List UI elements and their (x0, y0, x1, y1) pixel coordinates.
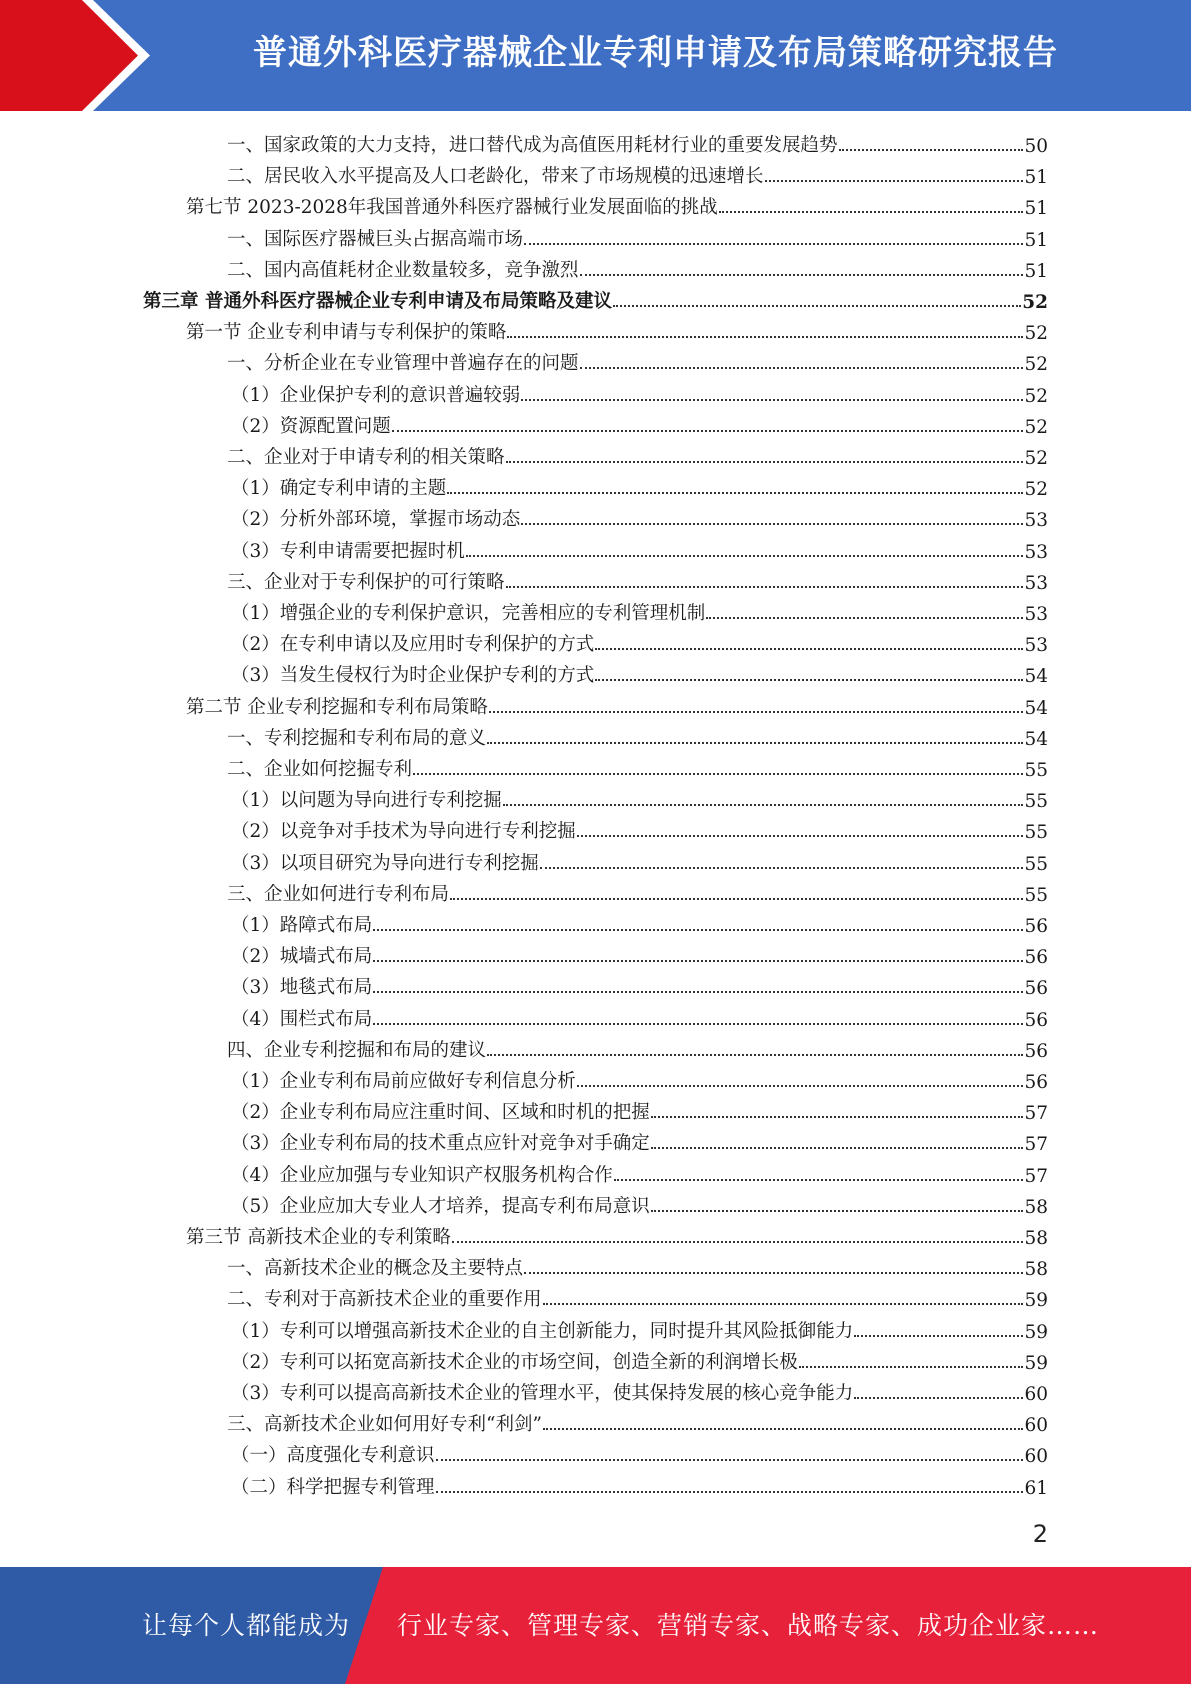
toc-section-entry[interactable] (186, 1218, 1048, 1249)
toc-dot-leader (577, 835, 1024, 837)
toc-dot-leader (719, 211, 1024, 213)
toc-entry-page: 59 (1024, 1352, 1048, 1374)
toc-entry-label: （1）确定专利申请的主题 (231, 478, 447, 500)
toc-entry-page: 51 (1024, 229, 1048, 251)
toc-entry-label: 第三章 普通外科医疗器械企业专利申请及布局策略及建议 (143, 291, 612, 312)
toc-entry-page: 52 (1024, 385, 1048, 407)
toc-dot-leader (524, 1272, 1023, 1274)
toc-dot-leader (452, 1241, 1024, 1243)
toc-entry-page: 60 (1024, 1415, 1048, 1437)
toc-dot-leader (580, 367, 1024, 369)
toc-entry-page: 56 (1024, 1072, 1048, 1093)
toc-entry-page: 57 (1024, 1103, 1048, 1125)
toc-dot-leader (543, 1428, 1024, 1430)
toc-entry-label: 一、高新技术企业的概念及主要特点 (227, 1258, 524, 1280)
toc-dot-leader (392, 430, 1024, 432)
toc-entry-label: 第七节 2023-2028年我国普通外科医疗器械行业发展面临的挑战 (186, 197, 718, 219)
toc-entry-page: 55 (1024, 791, 1048, 813)
toc-dot-leader (436, 1459, 1024, 1461)
toc-entry-label: （二）科学把握专利管理 (231, 1476, 435, 1498)
toc-entry-page: 52 (1024, 323, 1048, 345)
toc-entry[interactable] (231, 1124, 1048, 1155)
toc-entry-page: 59 (1024, 1321, 1048, 1343)
toc-entry-page: 53 (1024, 541, 1048, 563)
toc-entry-page: 56 (1024, 1009, 1048, 1031)
toc-entry[interactable] (231, 1000, 1048, 1031)
toc-entry[interactable] (231, 1187, 1048, 1218)
toc-entry-label: 二、企业对于申请专利的相关策略 (227, 447, 505, 468)
toc-chapter-entry[interactable] (143, 282, 1048, 313)
toc-entry[interactable] (231, 906, 1048, 937)
toc-dot-leader (854, 1335, 1023, 1337)
toc-entry[interactable] (227, 875, 1048, 906)
toc-dot-leader (487, 1054, 1023, 1056)
toc-entry-page: 52 (1022, 292, 1048, 313)
toc-entry[interactable] (227, 719, 1048, 750)
toc-entry[interactable] (231, 594, 1048, 625)
toc-entry[interactable] (227, 251, 1048, 282)
toc-entry[interactable] (231, 1156, 1048, 1187)
toc-entry-label: （3）以项目研究为导向进行专利挖掘 (231, 852, 539, 874)
toc-dot-leader (580, 274, 1024, 276)
toc-entry[interactable] (231, 500, 1048, 531)
report-header (0, 0, 1191, 111)
toc-entry[interactable] (227, 1405, 1048, 1436)
toc-section-entry[interactable] (186, 313, 1048, 344)
toc-entry[interactable] (227, 1249, 1048, 1280)
report-title: 普通外科医疗器械企业专利申请及布局策略研究报告 (253, 33, 1058, 73)
toc-entry[interactable] (227, 220, 1048, 251)
toc-entry-page: 56 (1024, 947, 1048, 969)
toc-entry-page: 56 (1024, 978, 1048, 1000)
toc-entry-page: 60 (1024, 1384, 1048, 1405)
toc-dot-leader (614, 1179, 1024, 1181)
toc-dot-leader (507, 336, 1023, 338)
toc-dot-leader (373, 960, 1023, 962)
toc-entry-page: 55 (1024, 884, 1048, 906)
header-arrow-icon (0, 0, 140, 111)
toc-entry[interactable] (231, 376, 1048, 407)
toc-entry[interactable] (231, 1093, 1048, 1124)
toc-dot-leader (487, 742, 1023, 744)
toc-entry-page: 54 (1024, 666, 1048, 688)
toc-entry[interactable] (231, 812, 1048, 843)
toc-entry[interactable] (231, 781, 1048, 812)
toc-dot-leader (489, 711, 1024, 713)
toc-entry-label: （2）专利可以拓宽高新技术企业的市场空间，创造全新的利润增长极 (231, 1351, 798, 1373)
toc-dot-leader (521, 523, 1023, 525)
toc-entry-page: 54 (1024, 728, 1048, 750)
toc-entry-label: 二、国内高值耗材企业数量较多，竞争激烈 (227, 259, 579, 281)
toc-entry-label: （3）专利申请需要把握时机 (231, 540, 465, 562)
toc-entry-page: 60 (1024, 1446, 1048, 1468)
toc-dot-leader (413, 773, 1023, 775)
toc-entry[interactable] (227, 157, 1048, 188)
toc-entry-page: 51 (1024, 167, 1048, 189)
toc-entry-page: 56 (1024, 916, 1048, 937)
toc-dot-leader (613, 305, 1021, 307)
toc-dot-leader (595, 679, 1023, 681)
toc-dot-leader (839, 149, 1024, 151)
toc-entry-page: 53 (1024, 635, 1048, 657)
toc-entry-label: （3）当发生侵权行为时企业保护专利的方式 (231, 665, 595, 687)
toc-entry-page: 55 (1024, 760, 1048, 781)
toc-entry[interactable] (231, 1312, 1048, 1343)
toc-dot-leader (503, 804, 1024, 806)
toc-entry-label: （3）专利可以提高高新技术企业的管理水平，使其保持发展的核心竞争能力 (231, 1383, 854, 1404)
toc-entry-page: 53 (1024, 510, 1048, 532)
toc-dot-leader (706, 617, 1023, 619)
toc-entry-page: 57 (1024, 1134, 1048, 1156)
toc-entry-label: （1）企业专利布局前应做好专利信息分析 (231, 1071, 576, 1092)
toc-entry-page: 57 (1024, 1165, 1048, 1187)
toc-dot-leader (540, 867, 1024, 869)
toc-entry-label: （1）企业保护专利的意识普遍较弱 (231, 384, 521, 406)
toc-entry-page: 54 (1024, 697, 1048, 719)
toc-dot-leader (450, 898, 1023, 900)
toc-entry-label: （2）资源配置问题 (231, 415, 391, 437)
toc-entry[interactable] (231, 937, 1048, 968)
toc-entry[interactable] (231, 1468, 1048, 1499)
toc-dot-leader (651, 1210, 1024, 1212)
toc-entry-page: 61 (1024, 1477, 1048, 1499)
toc-entry-page: 58 (1024, 1259, 1048, 1281)
toc-entry-label: 二、专利对于高新技术企业的重要作用 (227, 1289, 542, 1311)
toc-entry[interactable] (227, 344, 1048, 375)
toc-entry-page: 59 (1024, 1290, 1048, 1312)
toc-entry-label: （1）专利可以增强高新技术企业的自主创新能力，同时提升其风险抵御能力 (231, 1320, 854, 1342)
toc-entry[interactable] (227, 126, 1048, 157)
toc-entry-page: 53 (1024, 604, 1048, 625)
toc-entry-page: 50 (1024, 136, 1048, 157)
toc-entry[interactable] (227, 750, 1048, 781)
toc-entry-label: 第一节 企业专利申请与专利保护的策略 (186, 322, 507, 344)
toc-entry[interactable] (231, 407, 1048, 438)
toc-entry-label: 二、企业如何挖掘专利 (227, 759, 413, 780)
toc-dot-leader (595, 648, 1023, 650)
toc-entry-label: 四、企业专利挖掘和布局的建议 (227, 1039, 487, 1061)
toc-dot-leader (765, 180, 1024, 182)
toc-entry-label: （5）企业应加大专业人才培养，提高专利布局意识 (231, 1195, 650, 1217)
toc-entry-label: （3）企业专利布局的技术重点应针对竞争对手确定 (231, 1133, 650, 1155)
footer-slogan-left: 让每个人都能成为 (142, 1611, 351, 1640)
toc-entry-label: 第二节 企业专利挖掘和专利布局策略 (186, 696, 488, 718)
toc-entry-label: 一、分析企业在专业管理中普遍存在的问题 (227, 353, 579, 375)
toc-dot-leader (373, 991, 1023, 993)
toc-entry-label: （2）以竞争对手技术为导向进行专利挖掘 (231, 821, 576, 843)
toc-entry[interactable] (231, 1343, 1048, 1374)
toc-entry-label: （3）地毯式布局 (231, 977, 373, 999)
toc-dot-leader (543, 1303, 1024, 1305)
toc-entry-page: 53 (1024, 572, 1048, 594)
toc-entry-label: （一）高度强化专利意识 (231, 1445, 435, 1467)
toc-entry[interactable] (231, 469, 1048, 500)
toc-entry-page: 56 (1024, 1040, 1048, 1062)
toc-section-entry[interactable] (186, 188, 1048, 219)
toc-entry[interactable] (231, 1374, 1048, 1405)
toc-dot-leader (577, 1085, 1024, 1087)
toc-section-entry[interactable] (186, 688, 1048, 719)
toc-entry-label: 三、企业对于专利保护的可行策略 (227, 571, 505, 593)
toc-entry-page: 58 (1024, 1228, 1048, 1249)
toc-entry-label: （2）在专利申请以及应用时专利保护的方式 (231, 634, 595, 656)
toc-entry[interactable] (231, 968, 1048, 999)
toc-entry[interactable] (231, 1436, 1048, 1467)
toc-dot-leader (651, 1147, 1024, 1149)
toc-entry-label: （1）路障式布局 (231, 915, 373, 936)
toc-entry[interactable] (227, 1031, 1048, 1062)
toc-dot-leader (466, 555, 1024, 557)
toc-entry[interactable] (231, 625, 1048, 656)
toc-entry-page: 51 (1024, 198, 1048, 220)
toc-entry-label: （2）企业专利布局应注重时间、区域和时机的把握 (231, 1102, 650, 1124)
toc-dot-leader (524, 243, 1023, 245)
toc-entry-page: 55 (1024, 822, 1048, 844)
toc-entry[interactable] (231, 844, 1048, 875)
toc-entry-label: 三、企业如何进行专利布局 (227, 883, 450, 905)
toc-entry-page: 58 (1024, 1196, 1048, 1218)
toc-entry-label: 一、国际医疗器械巨头占据高端市场 (227, 228, 524, 250)
toc-entry[interactable] (231, 1062, 1048, 1093)
toc-dot-leader (447, 492, 1023, 494)
toc-entry[interactable] (231, 532, 1048, 563)
toc-entry-label: 第三节 高新技术企业的专利策略 (186, 1227, 451, 1248)
toc-entry-page: 55 (1024, 853, 1048, 875)
toc-entry-page: 51 (1024, 260, 1048, 282)
toc-entry[interactable] (227, 1280, 1048, 1311)
toc-entry-label: 二、居民收入水平提高及人口老龄化，带来了市场规模的迅速增长 (227, 166, 764, 188)
toc-entry-label: （4）围栏式布局 (231, 1008, 373, 1030)
toc-entry-label: （1）以问题为导向进行专利挖掘 (231, 790, 502, 812)
toc-dot-leader (506, 461, 1024, 463)
toc-entry-page: 52 (1024, 448, 1048, 469)
toc-entry[interactable] (231, 656, 1048, 687)
toc-dot-leader (373, 1023, 1023, 1025)
toc-entry-label: （2）城墙式布局 (231, 946, 373, 968)
toc-entry[interactable] (227, 438, 1048, 469)
footer-slogan-right: 行业专家、管理专家、营销专家、战略专家、成功企业家…… (397, 1611, 1100, 1640)
toc-entry-label: 三、高新技术企业如何用好专利“利剑” (227, 1414, 542, 1436)
toc-dot-leader (373, 929, 1023, 931)
toc-dot-leader (854, 1397, 1023, 1399)
toc-dot-leader (436, 1491, 1024, 1493)
toc-dot-leader (799, 1366, 1024, 1368)
toc-entry-label: 一、国家政策的大力支持，进口替代成为高值医用耗材行业的重要发展趋势 (227, 135, 838, 156)
footer-banner (0, 1567, 1191, 1684)
toc-entry[interactable] (227, 563, 1048, 594)
toc-dot-leader (506, 586, 1024, 588)
toc-entry-page: 52 (1024, 479, 1048, 501)
toc-entry-label: （1）增强企业的专利保护意识，完善相应的专利管理机制 (231, 603, 706, 624)
toc-entry-page: 52 (1024, 354, 1048, 376)
toc-entry-label: （4）企业应加强与专业知识产权服务机构合作 (231, 1164, 613, 1186)
toc-entry-label: 一、专利挖掘和专利布局的意义 (227, 727, 487, 749)
toc-dot-leader (521, 399, 1023, 401)
toc-dot-leader (651, 1116, 1024, 1118)
toc-entry-page: 52 (1024, 416, 1048, 438)
page-number: 2 (1032, 1520, 1048, 1548)
toc-entry-label: （2）分析外部环境，掌握市场动态 (231, 509, 521, 531)
